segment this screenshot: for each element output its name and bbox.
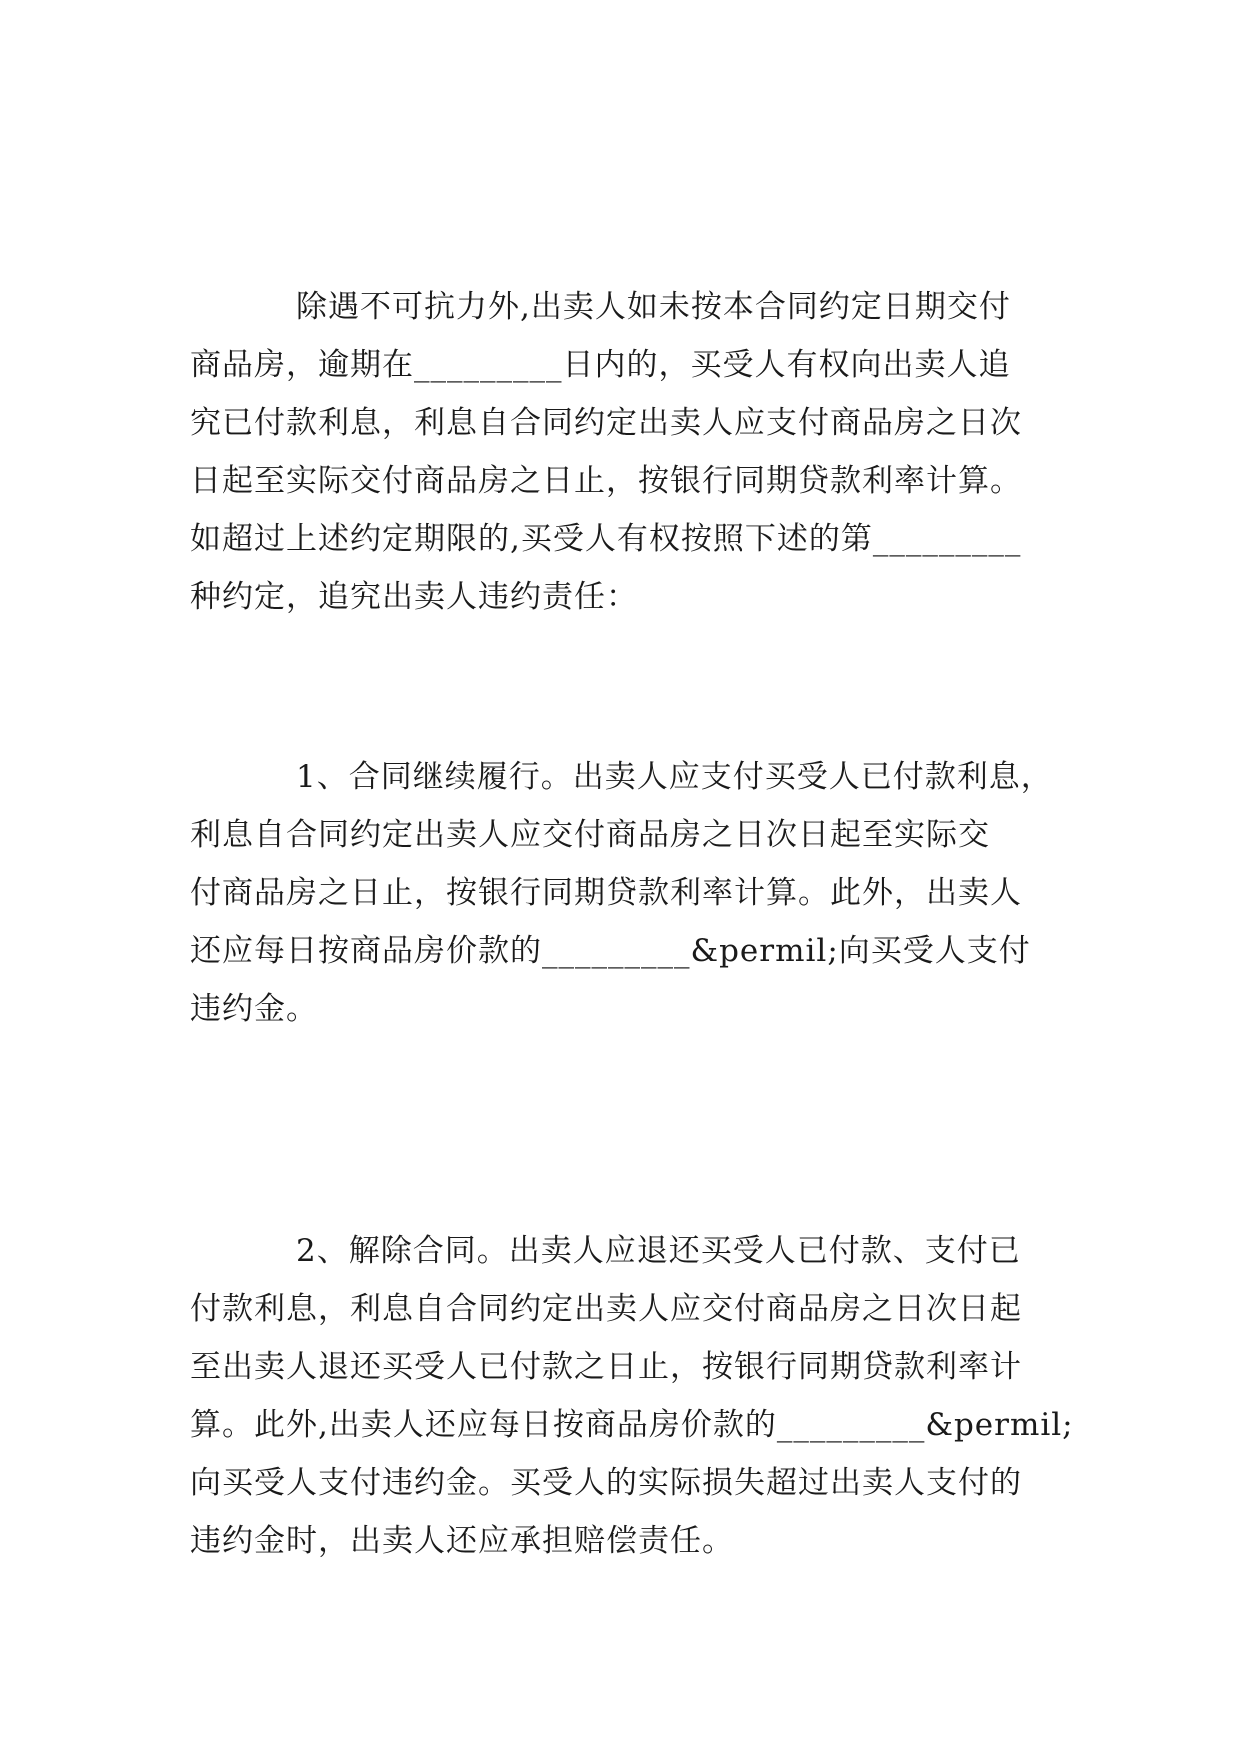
text-line: 向买受人支付违约金。买受人的实际损失超过出卖人支付的 — [190, 1465, 1022, 1501]
text-line: 日起至实际交付商品房之日止，按银行同期贷款利率计算。 — [190, 463, 1022, 499]
text-line: 利息自合同约定出卖人应交付商品房之日次日起至实际交 — [190, 817, 990, 853]
text-line: 1、合同继续履行。出卖人应支付买受人已付款利息， — [296, 759, 1053, 795]
paragraph-option-2 — [190, 1222, 1074, 1570]
text-line: 究已付款利息，利息自合同约定出卖人应支付商品房之日次 — [190, 405, 1022, 441]
text-line: 除遇不可抗力外,出卖人如未按本合同约定日期交付 — [296, 289, 1011, 325]
text-line: 算。此外,出卖人还应每日按商品房价款的_________&permil; — [190, 1407, 1074, 1443]
text-line: 商品房，逾期在_________日内的，买受人有权向出卖人追 — [190, 347, 1011, 383]
text-line: 违约金。 — [190, 991, 318, 1027]
text-line: 违约金时，出卖人还应承担赔偿责任。 — [190, 1523, 734, 1559]
text-line: 2、解除合同。出卖人应退还买受人已付款、支付已 — [296, 1233, 1021, 1269]
paragraph-delivery-delay — [190, 278, 1060, 626]
text-line: 种约定，追究出卖人违约责任： — [190, 579, 638, 615]
text-line: 如超过上述约定期限的,买受人有权按照下述的第_________ — [190, 521, 1022, 557]
text-line: 至出卖人退还买受人已付款之日止，按银行同期贷款利率计 — [190, 1349, 1022, 1385]
text-line: 还应每日按商品房价款的_________&permil;向买受人支付 — [190, 933, 1031, 969]
text-line: 付款利息，利息自合同约定出卖人应交付商品房之日次日起 — [190, 1291, 1022, 1327]
text-line: 付商品房之日止，按银行同期贷款利率计算。此外，出卖人 — [190, 875, 1022, 911]
paragraph-option-1 — [190, 748, 1060, 1038]
